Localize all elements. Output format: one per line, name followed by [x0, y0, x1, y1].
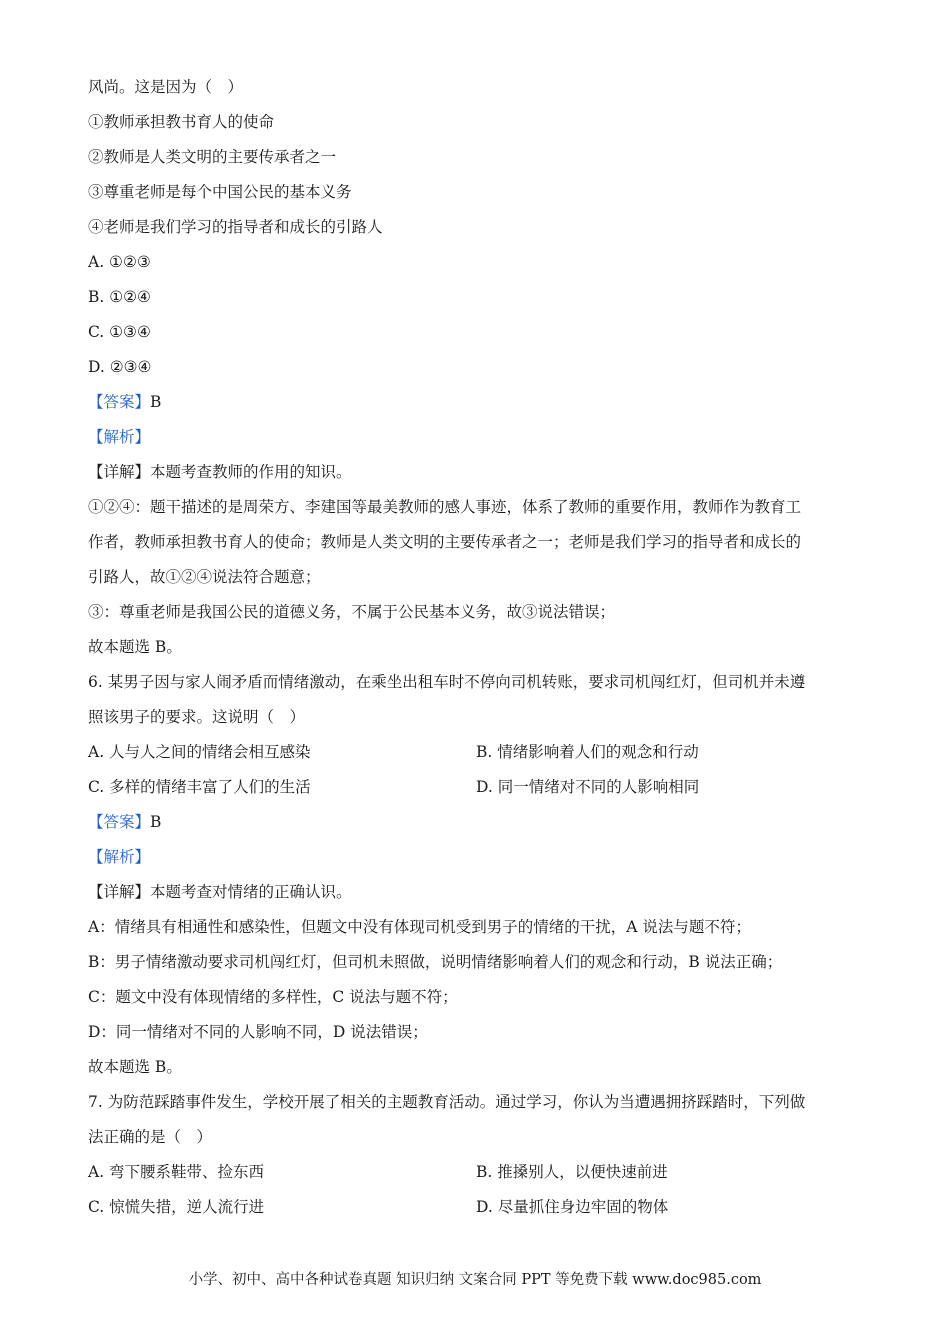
- question-5-detail: [88, 455, 878, 490]
- question-6-options-row: [88, 735, 878, 770]
- analysis-tag: 【解析】: [88, 428, 151, 446]
- analysis-tag: 【解析】: [88, 848, 151, 866]
- question-7-stem: 法正确的是（ ）: [88, 1128, 213, 1146]
- question-7-option-a: A. 弯下腰系鞋带、捡东西: [88, 1163, 265, 1181]
- question-6-answer: [88, 805, 878, 840]
- question-6-stem: 照该男子的要求。这说明（ ）: [88, 708, 306, 726]
- question-7-stem: 7. 为防范踩踏事件发生，学校开展了相关的主题教育活动。通过学习，你认为当遭遇拥挤踩踏时，下列做: [88, 1093, 806, 1111]
- question-5-stem: 风尚。这是因为（ ）: [88, 78, 244, 96]
- answer-tag: 【答案】: [88, 813, 151, 831]
- question-6-explain-line: D：同一情绪对不同的人影响不同，D 说法错误；: [88, 1023, 428, 1041]
- question-6-option-c: C. 多样的情绪丰富了人们的生活: [88, 778, 311, 796]
- answer-value: B: [150, 393, 162, 411]
- question-6-analysis: [88, 840, 878, 875]
- question-7-options-row: [88, 1190, 878, 1225]
- detail-tag: 【详解】: [88, 463, 151, 481]
- question-5-explain-line: ①②④：题干描述的是周荣方、李建国等最美教师的感人事迹，体系了教师的重要作用，教师作为教育工: [88, 498, 802, 516]
- question-6-detail: [88, 875, 878, 910]
- page-footer: 小学、初中、高中各种试卷真题 知识归纳 文案合同 PPT 等免费下载 www.doc985.com: [188, 1272, 762, 1288]
- question-6-explain-line: A：情绪具有相通性和感染性，但题文中没有体现司机受到男子的情绪的干扰，A 说法与题不符；: [88, 918, 751, 936]
- question-5-explain-line: 故本题选 B。: [88, 638, 182, 656]
- question-5-item: ③尊重老师是每个中国公民的基本义务: [88, 183, 352, 201]
- question-5-explain-line: 作者，教师承担教书育人的使命；教师是人类文明的主要传承者之一；老师是我们学习的指导者和成长的: [88, 533, 802, 551]
- detail-tag: 【详解】: [88, 883, 151, 901]
- question-5-explain-line: 引路人，故①②④说法符合题意；: [88, 568, 321, 586]
- answer-value: B: [150, 813, 162, 831]
- question-7-option-b: B. 推搡别人，以便快速前进: [476, 1163, 668, 1181]
- question-6-option-a: A. 人与人之间的情绪会相互感染: [88, 743, 311, 761]
- question-5-option-c: C. ①③④: [88, 323, 151, 341]
- question-6-explain-line: 故本题选 B。: [88, 1058, 182, 1076]
- question-7-option-d: D. 尽量抓住身边牢固的物体: [476, 1198, 669, 1216]
- question-6-stem: 6. 某男子因与家人闹矛盾而情绪激动，在乘坐出租车时不停向司机转账，要求司机闯红灯，但司机并未遵: [88, 673, 806, 691]
- question-6-option-b: B. 情绪影响着人们的观念和行动: [476, 743, 699, 761]
- question-5-item: ④老师是我们学习的指导者和成长的引路人: [88, 218, 383, 236]
- question-5-analysis: [88, 420, 878, 455]
- question-6-explain-line: B：男子情绪激动要求司机闯红灯，但司机未照做，说明情绪影响着人们的观念和行动，B 说法正确；: [88, 953, 783, 971]
- question-6-explain-line: C：题文中没有体现情绪的多样性，C 说法与题不符；: [88, 988, 458, 1006]
- question-5-option-d: D. ②③④: [88, 358, 152, 376]
- detail-intro: 本题考查对情绪的正确认识。: [150, 883, 352, 901]
- question-5-item: ②教师是人类文明的主要传承者之一: [88, 148, 337, 166]
- question-5-answer: [88, 385, 878, 420]
- question-7-option-c: C. 惊慌失措，逆人流行进: [88, 1198, 265, 1216]
- question-5-option-a: A. ①②③: [88, 253, 151, 271]
- question-5-explain-line: ③：尊重老师是我国公民的道德义务，不属于公民基本义务，故③说法错误；: [88, 603, 616, 621]
- question-5-option-b: B. ①②④: [88, 288, 151, 306]
- question-6-options-row: [88, 770, 878, 805]
- answer-tag: 【答案】: [88, 393, 151, 411]
- question-6-option-d: D. 同一情绪对不同的人影响相同: [476, 778, 700, 796]
- question-5-item: ①教师承担教书育人的使命: [88, 113, 275, 131]
- detail-intro: 本题考查教师的作用的知识。: [150, 463, 352, 481]
- document-page: [88, 70, 878, 1225]
- question-7-options-row: [88, 1155, 878, 1190]
